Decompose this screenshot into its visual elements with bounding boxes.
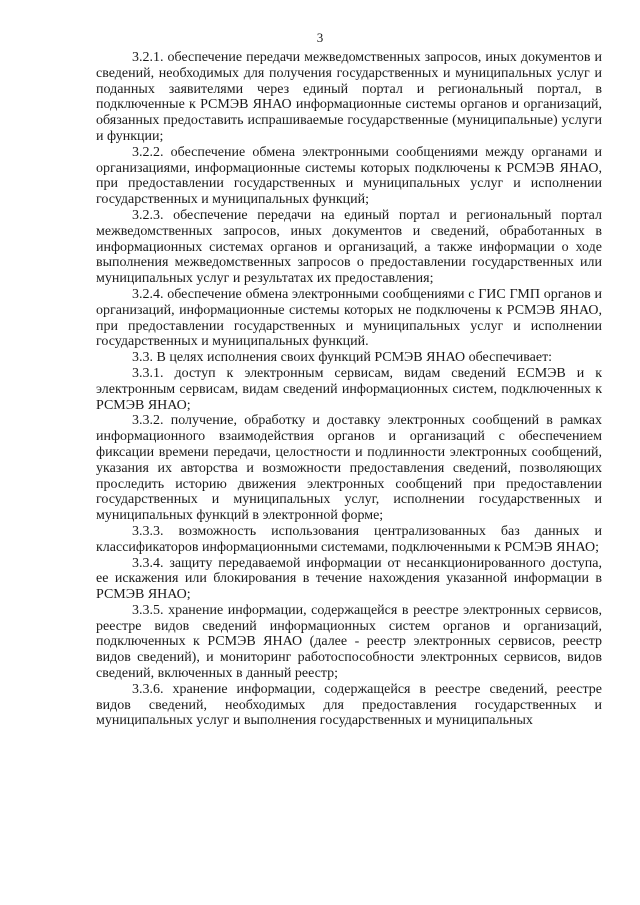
paragraph-3-2-1: 3.2.1. обеспечение передачи межведомственных запросов, иных документов и сведений, необходимых для получения государственных и муниципальных услуг и поданных заявителями через единый портал и региональный портал, в подключенные к РСМЭВ ЯНАО информационные системы органов и организаций, обязанных предоставить испрашиваемые государственные (муниципальные) услуги и функции; [96, 50, 602, 144]
document-body [96, 50, 602, 729]
paragraph-3-2-4: 3.2.4. обеспечение обмена электронными сообщениями с ГИС ГМП органов и организаций, информационные системы которых не подключены к РСМЭВ ЯНАО, при предоставлении государственных и муниципальных услуг и исполнении государственных и муниципальных функций. [96, 286, 602, 350]
paragraph-3-3-3: 3.3.3. возможность использования централизованных баз данных и классификаторов информационными системами, подключенными к РСМЭВ ЯНАО; [96, 523, 602, 555]
paragraph-3-3-1: 3.3.1. доступ к электронным сервисам, видам сведений ЕСМЭВ и к электронным сервисам, видам сведений информационных систем, подключенных к РСМЭВ ЯНАО; [96, 365, 602, 413]
paragraph-3-3-5: 3.3.5. хранение информации, содержащейся в реестре электронных сервисов, реестре видов сведений информационных систем органов и организаций, подключенных к РСМЭВ ЯНАО (далее - реестр электронных сервисов, реестр видов сведений), и мониторинг работоспособности электронных сервисов, видов сведений, включенных в данный реестр; [96, 602, 602, 682]
paragraph-3-3-6: 3.3.6. хранение информации, содержащейся в реестре сведений, реестре видов сведений, необходимых для предоставления государственных и муниципальных услуг и выполнения государственных и муниципальных [96, 681, 602, 729]
page-number: 3 [316, 30, 324, 45]
paragraph-3-3-4: 3.3.4. защиту передаваемой информации от несанкционированного доступа, ее искажения или блокирования в течение нахождения указанной информации в РСМЭВ ЯНАО; [96, 555, 602, 603]
paragraph-3-2-2: 3.2.2. обеспечение обмена электронными сообщениями между органами и организациями, информационные системы которых подключены к РСМЭВ ЯНАО, при предоставлении государственных и муниципальных услуг и исполнении государственных и муниципальных функций; [96, 144, 602, 208]
paragraph-3-3: 3.3. В целях исполнения своих функций РСМЭВ ЯНАО обеспечивает: [132, 350, 553, 366]
paragraph-3-3-2: 3.3.2. получение, обработку и доставку электронных сообщений в рамках информационного взаимодействия органов и организаций с обеспечением фиксации времени передачи, целостности и подлинности электронных сообщений, указания их авторства и возможности предоставления сведений, позволяющих проследить историю движения электронных сообщений при предоставлении государственных и муниципальных услуг, исполнении государственных и муниципальных функций в электронной форме; [96, 413, 602, 524]
paragraph-3-2-3: 3.2.3. обеспечение передачи на единый портал и региональный портал межведомственных запросов, иных документов и сведений, обработанных в информационных системах органов и организаций, а также информации о ходе выполнения межведомственных запросов о предоставлении государственных или муниципальных услуг и результатах их предоставления; [96, 207, 602, 287]
